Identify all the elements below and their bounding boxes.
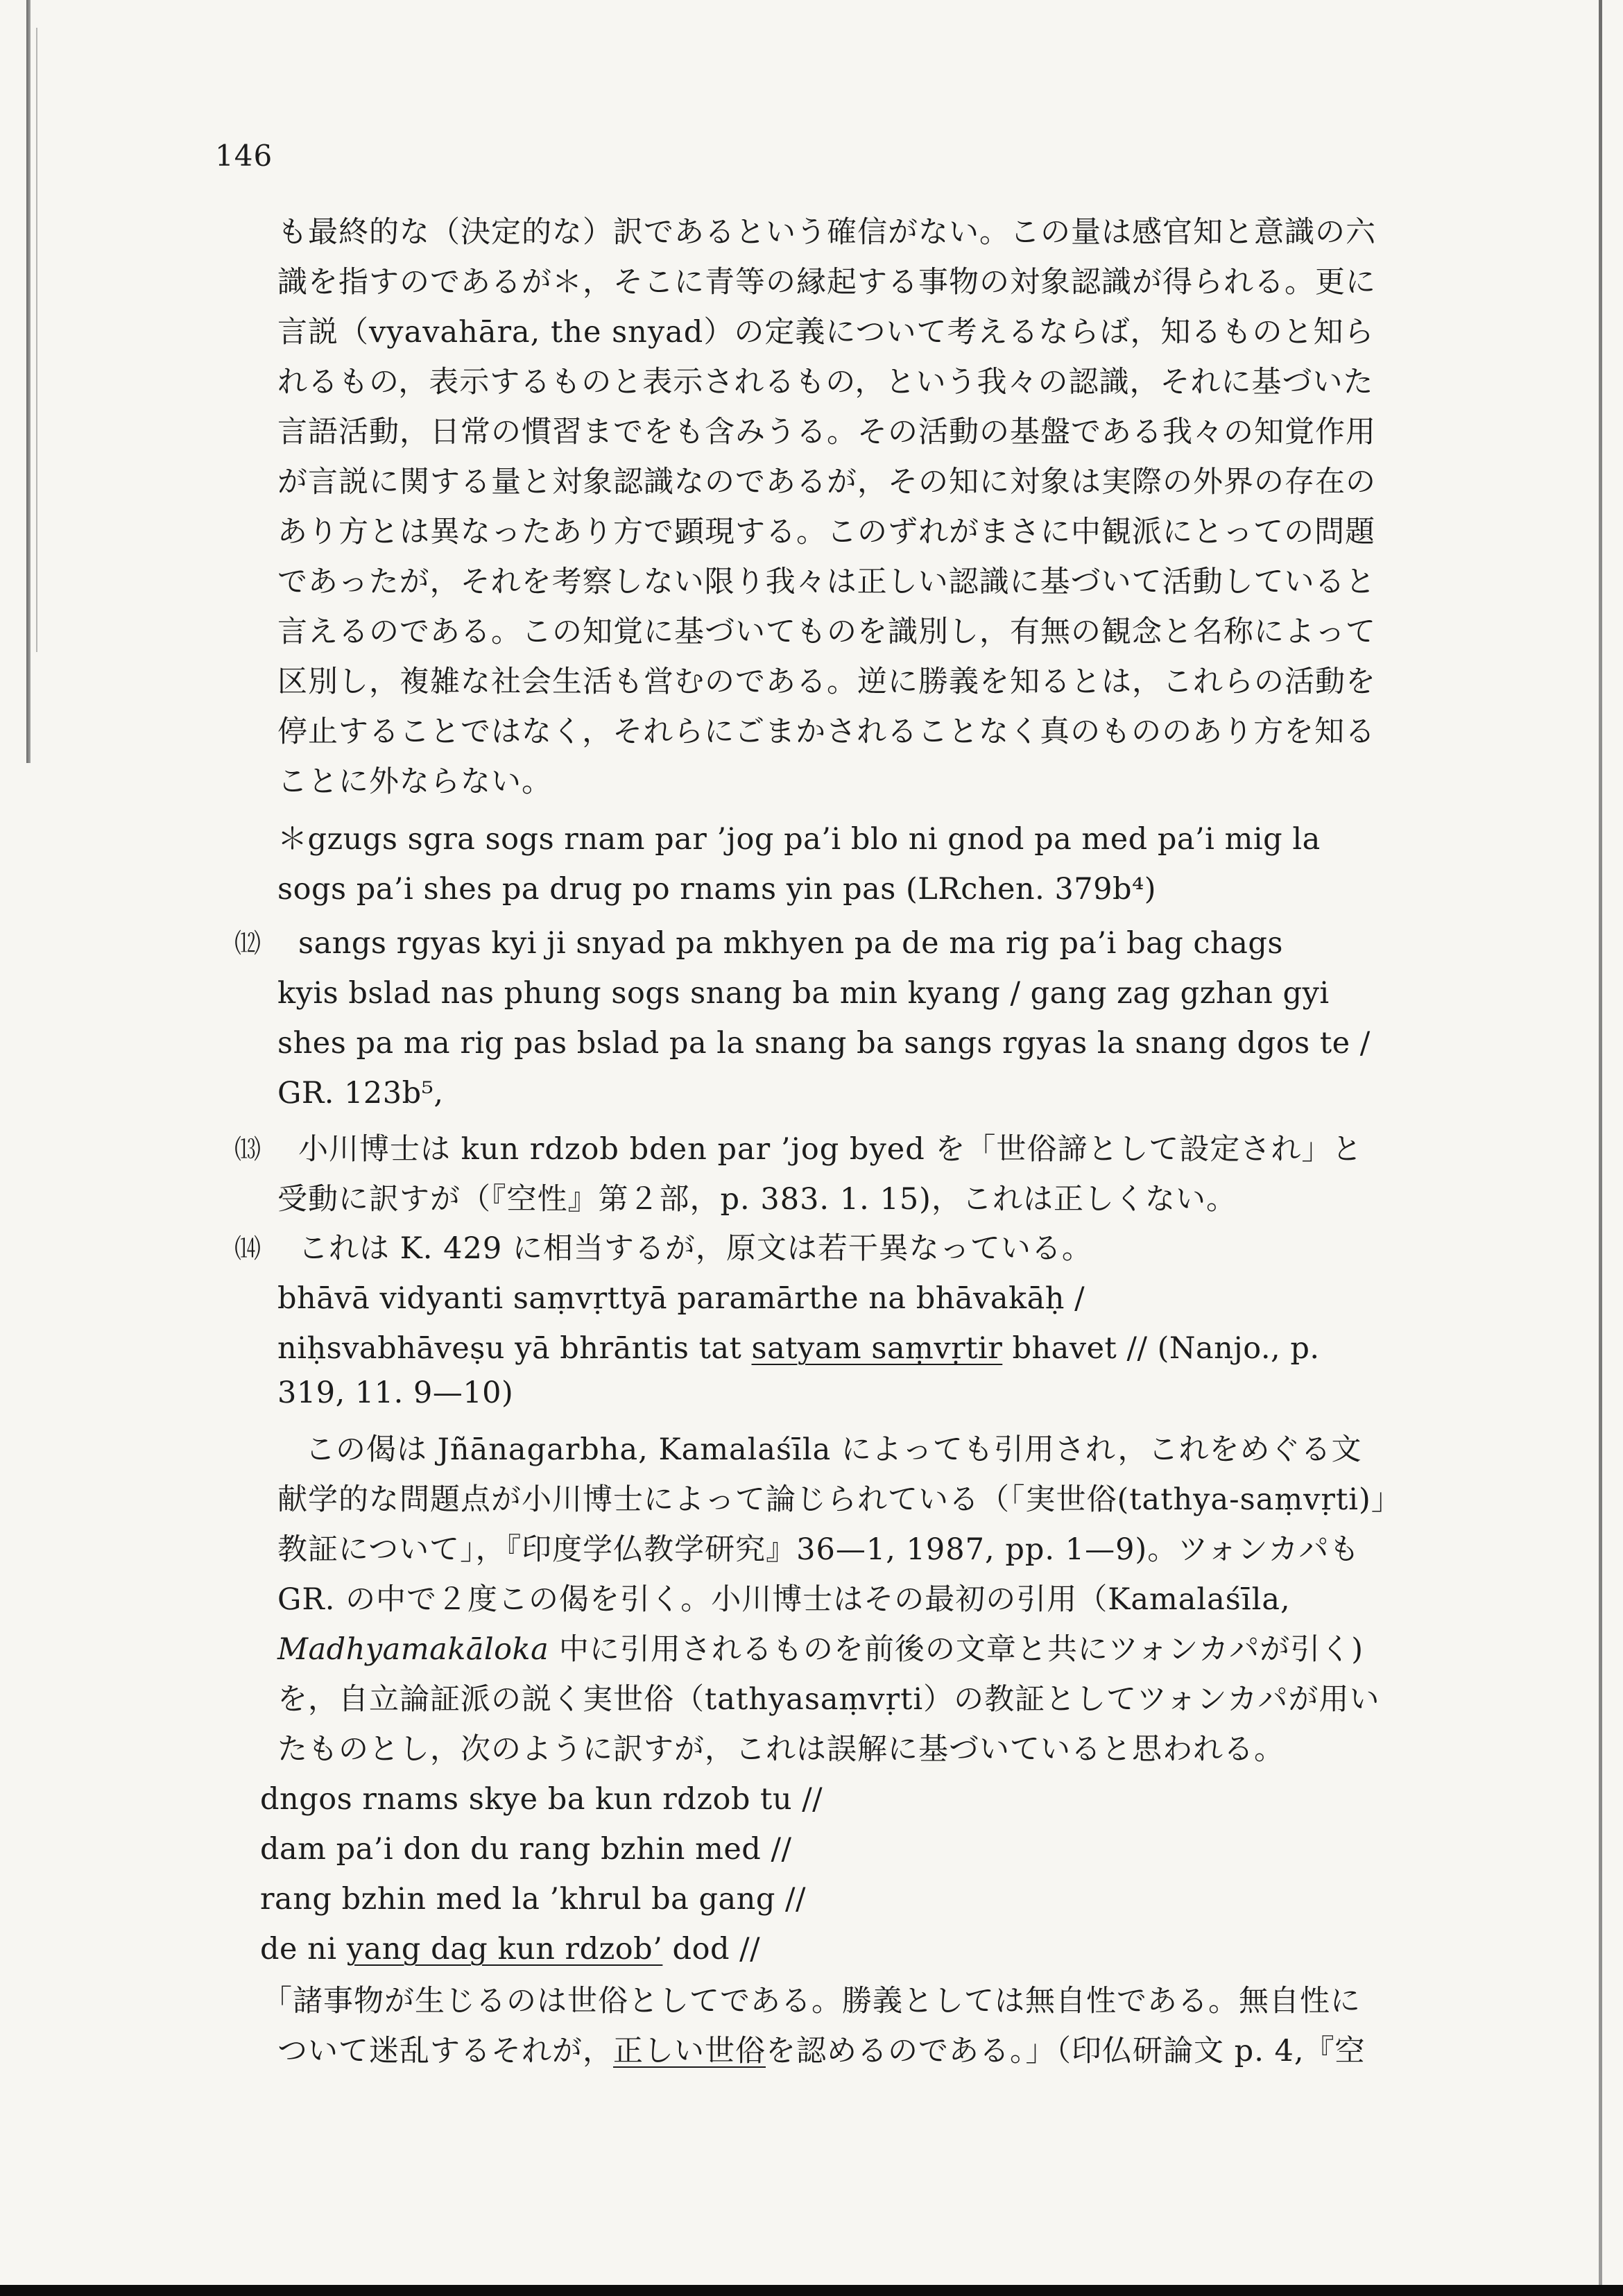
note-line: 教証について」，『印度学仏教学研究』36—1, 1987, pp. 1—9)。ツォンカパも — [277, 1532, 1360, 1567]
underlined-term: satyam saṃvṛtir — [751, 1331, 1003, 1366]
note-line: sangs rgyas kyi ji snyad pa mkhyen pa de ma rig pa’i bag chags — [298, 926, 1283, 961]
scan-bottom-edge — [0, 2285, 1623, 2296]
footnote-number: ⒀ — [234, 1134, 261, 1165]
note-line: 小川博士は kun rdzob bden par ’jog byed を「世俗諦として設定され」と — [298, 1132, 1363, 1167]
translation-line: 「諸事物が生じるのは世俗としてである。勝義としては無自性である。無自性に — [262, 1984, 1361, 2019]
scan-edge-right — [1599, 0, 1602, 2296]
note-line: 献学的な問題点が小川博士によって論じられている（「実世俗(tathya-saṃvṛti)」 — [277, 1482, 1402, 1517]
verse-text: dod // — [662, 1932, 761, 1967]
text-line: 停止することではなく，それらにごまかされることなく真のもののあり方を知る — [277, 714, 1376, 749]
translation-text: を認めるのである。」（印仏研論文 p. 4,『空 — [766, 2034, 1366, 2068]
page-number: 146 — [215, 139, 273, 173]
note-line: kyis bslad nas phung sogs snang ba min kyang / gang zag gzhan gyi — [277, 976, 1330, 1011]
note-line: を，自立論証派の説く実世俗（tathyasaṃvṛti）の教証としてツォンカパが用い — [277, 1682, 1380, 1717]
underlined-term: 正しい世俗 — [613, 2034, 766, 2068]
note-line: たものとし，次のように訳すが，これは誤解に基づいていると思われる。 — [277, 1732, 1285, 1767]
footnote-number: ⑿ — [234, 928, 261, 959]
text-line: 言えるのである。この知覚に基づいてものを識別し，有無の観念と名称によって — [277, 615, 1376, 649]
sanskrit-verse-line: bhāvā vidyanti saṃvṛttyā paramārthe na bhāvakāḥ / — [277, 1281, 1085, 1316]
translation-line — [277, 2030, 1366, 2072]
scan-edge-left-inner — [36, 28, 37, 652]
note-line: shes pa ma rig pas bslad pa la snang ba sangs rgyas la snang dgos te / — [277, 1026, 1371, 1061]
tibetan-verse-line: dngos rnams skye ba kun rdzob tu // — [260, 1782, 823, 1817]
note-line: sogs pa’i shes pa drug po rnams yin pas (LRchen. 379b⁴) — [277, 872, 1157, 907]
verse-text: de ni — [260, 1932, 347, 1967]
text-line: れるもの，表示するものと表示されるもの，という我々の認識，それに基づいた — [277, 365, 1374, 400]
note-line — [277, 1629, 1364, 1670]
verse-text: niḥsvabhāveṣu yā bhrāntis tat — [277, 1331, 752, 1366]
sanskrit-verse-line — [277, 1328, 1320, 1369]
text-line: 区別し，複雑な社会生活も営むのである。逆に勝義を知るとは，これらの活動を — [277, 665, 1376, 699]
tibetan-verse-line: rang bzhin med la ’khrul ba gang // — [260, 1882, 806, 1917]
note-line: ＊gzugs sgra sogs rnam par ’jog pa’i blo ni gnod pa med pa’i mig la — [277, 822, 1321, 857]
text-line: 識を指すのであるが＊，そこに青等の縁起する事物の対象認識が得られる。更に — [277, 265, 1376, 300]
text-line: 言語活動，日常の慣習までをも含みうる。その活動の基盤である我々の知覚作用 — [277, 415, 1376, 449]
note-line: GR. 123b⁵, — [277, 1076, 444, 1111]
translation-text: ついて迷乱するそれが， — [277, 2034, 613, 2068]
text-line: ことに外ならない。 — [277, 764, 552, 799]
scan-edge-left — [26, 0, 31, 763]
citation-line: 319, 11. 9—10) — [277, 1376, 514, 1410]
note-line: これは K. 429 に相当するが，原文は若干異なっている。 — [298, 1231, 1092, 1266]
text-line: も最終的な（決定的な）訳であるという確信がない。この量は感官知と意識の六 — [277, 215, 1376, 250]
note-line: この偈は Jñānagarbha, Kamalaśīla によっても引用され，これをめぐる文 — [305, 1432, 1362, 1467]
text-line: あり方とは異なったあり方で顕現する。このずれがまさに中観派にとっての問題 — [277, 515, 1376, 549]
note-line: 受動に訳すが（『空性』第２部，p. 383. 1. 15)，これは正しくない。 — [277, 1182, 1237, 1217]
text-line: であったが，それを考察しない限り我々は正しい認識に基づいて活動していると — [277, 565, 1376, 599]
tibetan-verse-line — [260, 1928, 760, 1970]
tibetan-verse-line: dam pa’i don du rang bzhin med // — [260, 1832, 792, 1867]
text-line: が言説に関する量と対象認識なのであるが，その知に対象は実際の外界の存在の — [277, 465, 1376, 499]
underlined-term: yang dag kun rdzob’ — [346, 1932, 663, 1967]
note-text: 中に引用されるものを前後の文章と共にツォンカパが引く) — [549, 1632, 1364, 1667]
text-line: 言説（vyavahāra, the snyad）の定義について考えるならば，知るものと知ら — [277, 315, 1375, 350]
book-title: Madhyamakāloka — [277, 1632, 549, 1667]
footnote-number: ⒁ — [234, 1233, 261, 1264]
verse-text: bhavet // (Nanjo., p. — [1002, 1331, 1320, 1366]
note-line: GR. の中で２度この偈を引く。小川博士はその最初の引用（Kamalaśīla, — [277, 1582, 1291, 1617]
